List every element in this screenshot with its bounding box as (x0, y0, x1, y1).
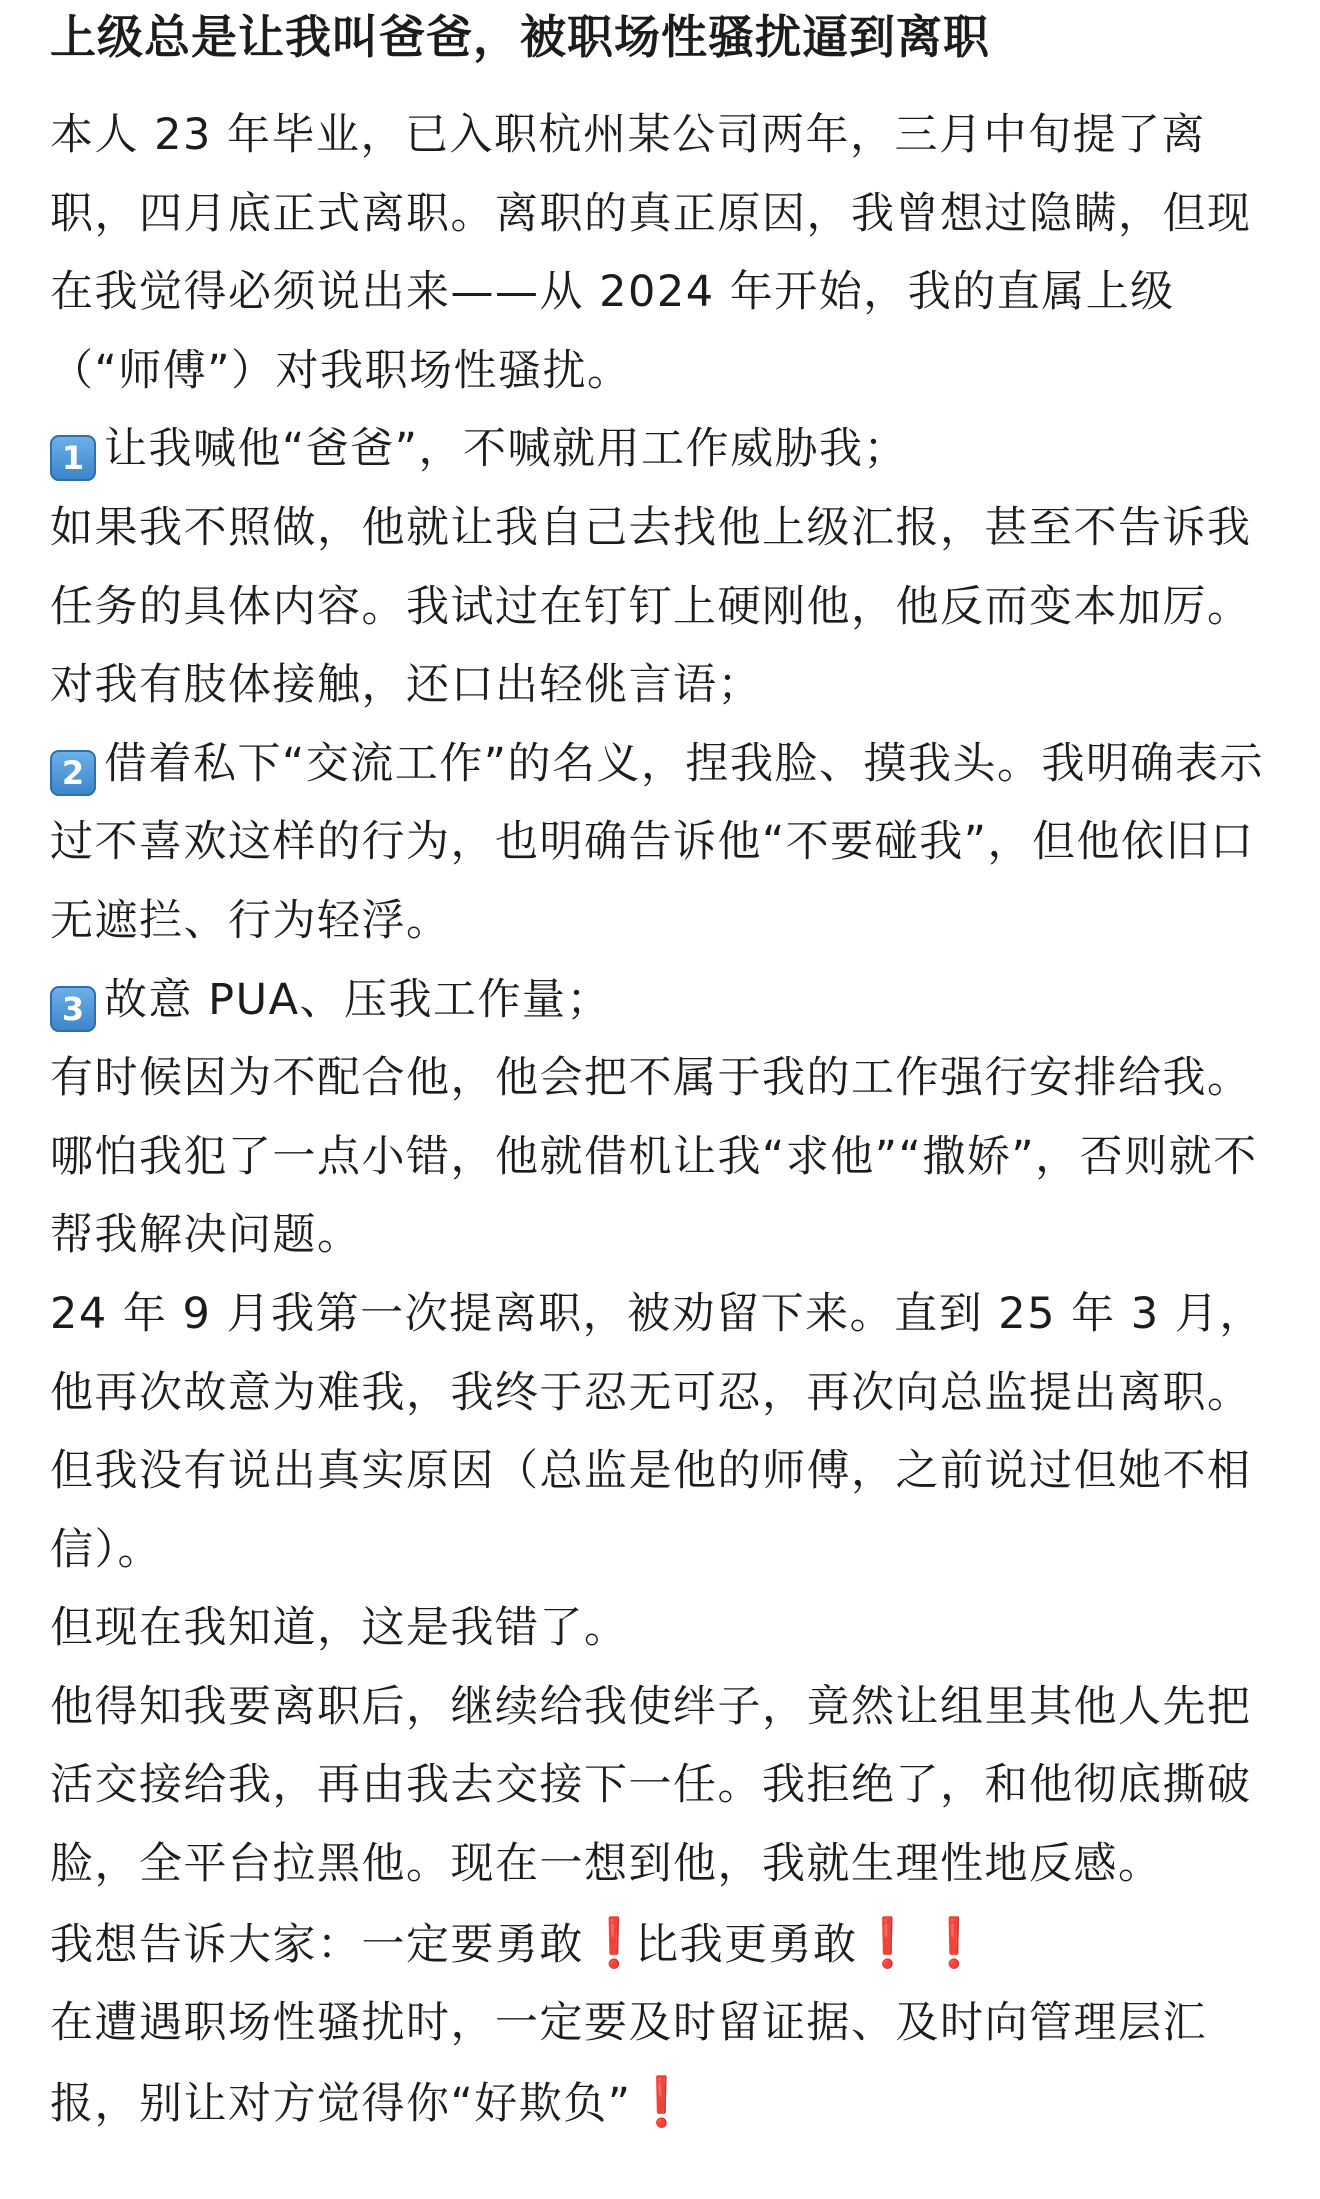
point-2-heading (50, 725, 1280, 961)
point-1-heading (50, 410, 1280, 489)
message-part-2: 比我更勇敢 (635, 1919, 858, 1970)
advice-text: 在遭遇职场性骚扰时，一定要及时留证据、及时向管理层汇报，别让对方觉得你“好欺负” (50, 1998, 1207, 2129)
red-exclamation-icon: ❗ (584, 1914, 644, 1971)
post-body (50, 96, 1280, 2143)
red-exclamation-icon: ❗ (631, 2073, 692, 2130)
point-1-detail: 如果我不照做，他就让我自己去找他上级汇报，甚至不告诉我任务的具体内容。我试过在钉钉上硬刚他，他反而变本加厉。对我有肢体接触，还口出轻佻言语； (50, 502, 1252, 711)
resign-paragraph: 24 年 9 月我第一次提离职，被劝留下来。直到 25 年 3 月，他再次故意为难我，我终于忍无可忍，再次向总监提出离职。但我没有说出真实原因（总监是他的师傅，之前说过但她不相信）。 (50, 1288, 1264, 1575)
message-part-1: 我想告诉大家：一定要勇敢 (50, 1919, 584, 1970)
regret-paragraph: 但现在我知道，这是我错了。 (50, 1603, 629, 1654)
post-title: 上级总是让我叫爸爸，被职场性骚扰逼到离职 (50, 10, 990, 64)
point-3-heading-text: 故意 PUA、压我工作量； (104, 974, 611, 1025)
point-1-heading-text: 让我喊他“爸爸”，不喊就用工作威胁我； (104, 424, 909, 475)
keycap-1-icon: 1 (50, 435, 96, 481)
intro-paragraph: 本人 23 年毕业，已入职杭州某公司两年，三月中旬提了离职，四月底正式离职。离职的真正原因，我曾想过隐瞒，但现在我觉得必须说出来——从 2024 年开始，我的直属上级（“师傅”）对我职场性骚扰。 (50, 110, 1252, 396)
keycap-3-icon: 3 (50, 986, 96, 1032)
red-exclamation-icon: ❗ (924, 1914, 984, 1971)
message-paragraph (50, 1904, 1280, 1985)
advice-paragraph (50, 1984, 1280, 2143)
point-3-detail: 有时候因为不配合他，他会把不属于我的工作强行安排给我。哪怕我犯了一点小错，他就借机让我“求他”“撒娇”，否则就不帮我解决问题。 (50, 1053, 1258, 1261)
handover-paragraph: 他得知我要离职后，继续给我使绊子，竟然让组里其他人先把活交接给我，再由我去交接下一任。我拒绝了，和他彻底撕破脸，全平台拉黑他。现在一想到他，我就生理性地反感。 (50, 1681, 1252, 1890)
red-exclamation-icon: ❗ (857, 1914, 918, 1971)
point-2-heading-text: 借着私下“交流工作”的名义，捏我脸、摸我头。我明确表示过不喜欢这样的行为，也明确告诉他“不要碰我”，但他依旧口无遮拦、行为轻浮。 (50, 738, 1265, 946)
post-content (50, 0, 1280, 2143)
point-3-heading (50, 961, 1280, 1040)
keycap-2-icon: 2 (50, 750, 96, 796)
